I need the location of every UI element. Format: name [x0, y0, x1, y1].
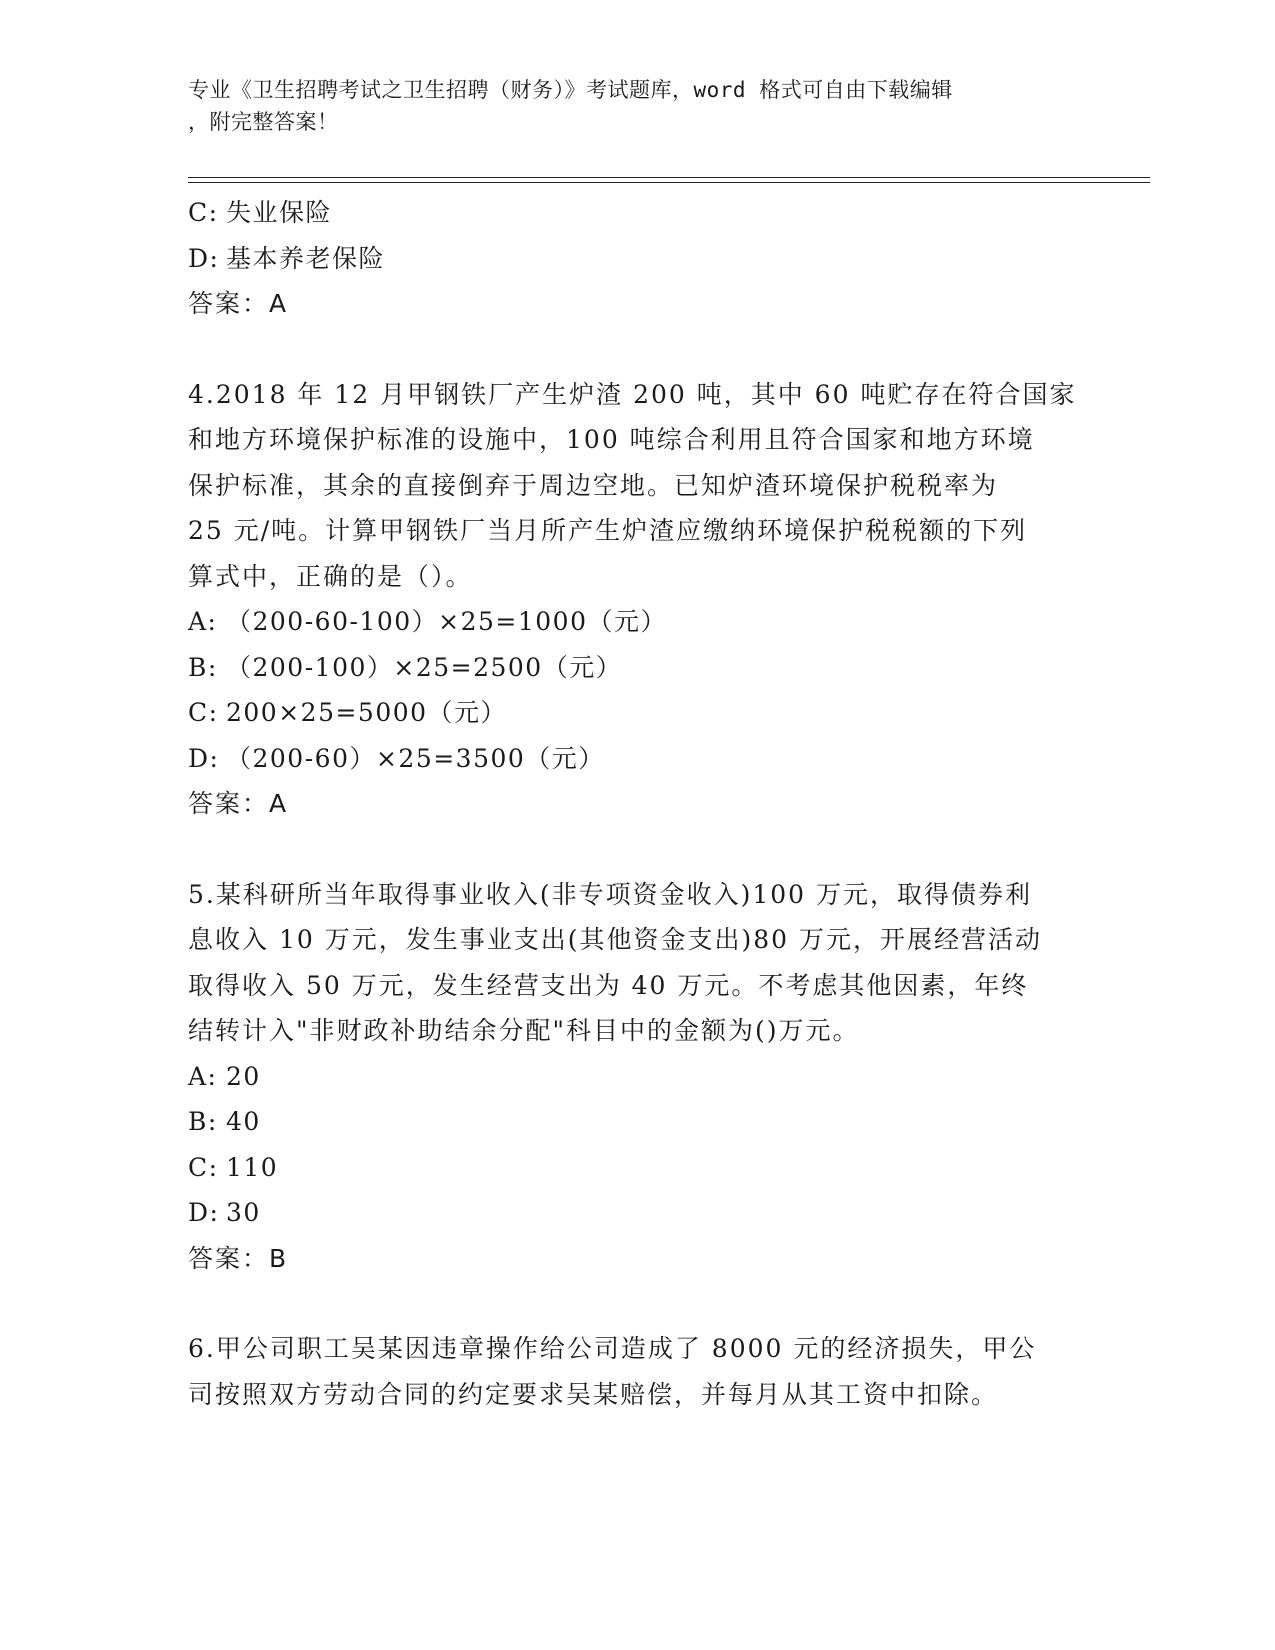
question-text-line: 25 元/吨。计算甲钢铁厂当月所产生炉渣应缴纳环境保护税税额的下列	[188, 516, 1028, 545]
option-d	[188, 236, 1088, 282]
option-text: （200-100）×25=2500（元）	[226, 652, 623, 682]
option-letter: D:	[188, 743, 220, 773]
spacer	[188, 827, 1088, 872]
question-6	[188, 1326, 1088, 1417]
option-text: （200-60）×25=3500（元）	[226, 743, 605, 773]
question-text-line: 保护标准，其余的直接倒弃于周边空地。已知炉渣环境保护税税率为	[188, 470, 999, 500]
option-c	[188, 1145, 1088, 1191]
option-a	[188, 599, 1088, 645]
answer-line: 答案：B	[188, 1243, 289, 1273]
option-text: 30	[226, 1198, 261, 1227]
spacer	[188, 327, 1088, 372]
option-letter: A:	[188, 607, 218, 636]
question-text-line: 5.某科研所当年取得事业收入(非专项资金收入)100 万元，取得债券利	[188, 879, 1033, 909]
answer-line: 答案：A	[188, 789, 289, 818]
option-text: 失业保险	[226, 198, 333, 227]
option-text: （200-60-100）×25=1000（元）	[226, 607, 667, 636]
question-text-line: 4.2018 年 12 月甲钢铁厂产生炉渣 200 吨，其中 60 吨贮存在符合国家	[188, 379, 1077, 409]
option-letter: C:	[188, 198, 219, 227]
header-divider	[188, 177, 1150, 178]
option-text: 20	[226, 1061, 261, 1091]
option-d	[188, 736, 1088, 782]
question-text-line: 结转计入"非财政补助结余分配"科目中的金额为()万元。	[188, 1016, 860, 1045]
option-letter: B:	[188, 652, 218, 682]
option-letter: C:	[188, 1152, 219, 1182]
spacer	[188, 1281, 1088, 1326]
option-d	[188, 1190, 1088, 1236]
option-letter: D:	[188, 243, 220, 273]
option-text: 基本养老保险	[226, 243, 386, 273]
question-text-line: 算式中，正确的是（）。	[188, 561, 473, 591]
option-text: 110	[226, 1152, 279, 1182]
question-text-line: 取得收入 50 万元，发生经营支出为 40 万元。不考虑其他因素，年终	[188, 970, 1029, 1000]
option-letter: D:	[188, 1198, 220, 1227]
question-text-line: 司按照双方劳动合同的约定要求吴某赔偿，并每月从其工资中扣除。	[188, 1379, 999, 1409]
option-letter: C:	[188, 698, 219, 727]
question-text-line: 息收入 10 万元，发生事业支出(其他资金支出)80 万元，开展经营活动	[188, 925, 1042, 954]
question-continued	[188, 190, 1088, 327]
header-line: 专业《卫生招聘考试之卫生招聘（财务）》考试题库，word 格式可自由下载编辑	[188, 78, 953, 102]
option-b	[188, 645, 1088, 691]
option-letter: B:	[188, 1107, 218, 1136]
option-a	[188, 1054, 1088, 1100]
option-c	[188, 190, 1088, 236]
question-5	[188, 872, 1088, 1282]
header-divider	[188, 182, 1150, 183]
question-text-line: 6.甲公司职工吴某因违章操作给公司造成了 8000 元的经济损失，甲公	[188, 1334, 1037, 1363]
question-text-line: 和地方环境保护标准的设施中，100 吨综合利用且符合国家和地方环境	[188, 425, 1035, 454]
header-line: ，附完整答案！	[188, 110, 339, 134]
option-c	[188, 690, 1088, 736]
document-body	[188, 190, 1088, 1417]
answer-line: 答案：A	[188, 289, 289, 318]
option-letter: A:	[188, 1061, 218, 1091]
option-b	[188, 1099, 1088, 1145]
question-4	[188, 372, 1088, 827]
option-text: 200×25=5000（元）	[226, 698, 508, 727]
document-header	[188, 74, 1068, 138]
option-text: 40	[226, 1107, 261, 1136]
